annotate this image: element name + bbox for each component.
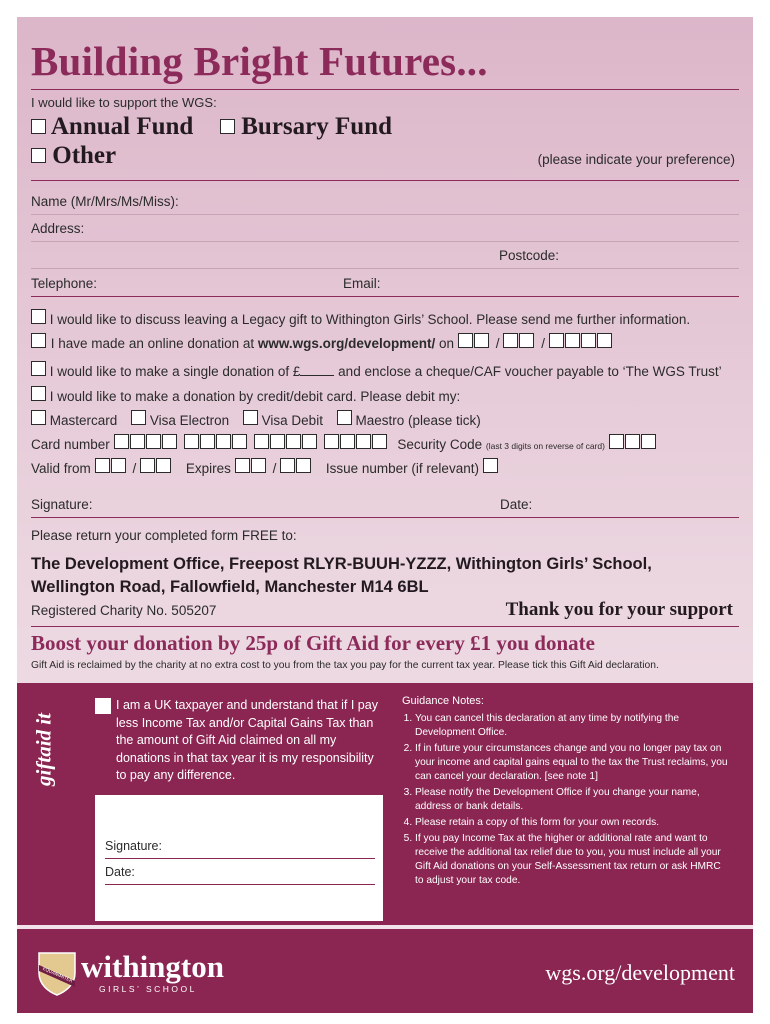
crest-motto: EQUANIMITER (41, 966, 73, 985)
charity-number: Registered Charity No. 505207 (31, 603, 217, 618)
return-label: Please return your completed form FREE to: (31, 528, 297, 543)
legacy-label: I would like to discuss leaving a Legacy gift to Withington Girls’ School. Please send me further information. (49, 312, 691, 327)
card-label: I would like to make a donation by credit/debit card. Please debit my: (49, 389, 461, 404)
card-number-group-2[interactable] (184, 434, 248, 452)
visa-debit-option[interactable] (243, 413, 323, 428)
visa-electron-label: Visa Electron (149, 413, 230, 428)
gift-aid-date-label: Date: (105, 865, 135, 879)
visa-electron-option[interactable] (131, 413, 229, 428)
guidance-note: 5. If you pay Income Tax at the higher or additional rate and want to receive the additional tax relief due to you, you must include all your Gift Aid donations on your Self-Assessment tax return or ask HMRC to adjust your tax code. (415, 832, 732, 888)
online-option[interactable]: I have made an online donation at www.wgs.org/development/ on / / (31, 333, 619, 351)
card-option[interactable] (31, 386, 460, 404)
gift-aid-logo-text: giftaid it (31, 713, 56, 786)
donation-form (17, 17, 753, 1013)
guidance-note: 1. You can cancel this declaration at any time by notifying the Development Office. (415, 712, 732, 740)
email-label: Email: (343, 276, 381, 291)
page-title: Building Bright Futures... (31, 38, 488, 84)
visa-electron-checkbox[interactable] (131, 410, 146, 425)
gift-aid-headline: Boost your donation by 25p of Gift Aid for every £1 you donate (31, 631, 595, 655)
gift-aid-checkbox[interactable] (95, 698, 111, 714)
thank-you-text: Thank you for your support (505, 599, 733, 620)
online-date-month[interactable] (503, 333, 535, 351)
gift-aid-signature-box (95, 795, 383, 921)
signature-rule[interactable] (31, 517, 739, 518)
single-donation-amount[interactable] (300, 375, 334, 376)
visa-debit-label: Visa Debit (261, 413, 323, 428)
card-number-group-3[interactable] (254, 434, 318, 452)
guidance-notes-title: Guidance Notes: (402, 695, 484, 707)
other-fund-label: Other (52, 142, 117, 169)
school-crest-icon (37, 951, 77, 997)
issue-number-box[interactable] (483, 458, 498, 473)
gift-aid-panel (17, 683, 753, 925)
other-fund-checkbox[interactable] (31, 148, 46, 163)
online-checkbox[interactable] (31, 333, 46, 348)
card-number-group-4[interactable] (324, 434, 388, 452)
single-donation-checkbox[interactable] (31, 361, 46, 376)
online-label: I have made an online donation at (50, 336, 258, 351)
card-checkbox[interactable] (31, 386, 46, 401)
date-label: Date: (500, 497, 533, 512)
bursary-fund-label: Bursary Fund (241, 113, 392, 140)
name-label: Name (Mr/Mrs/Ms/Miss): (31, 194, 179, 209)
visa-debit-checkbox[interactable] (243, 410, 258, 425)
preference-note: (please indicate your preference) (537, 152, 735, 167)
guidance-notes (402, 694, 732, 890)
card-types (31, 410, 481, 428)
maestro-label: Maestro (please tick) (355, 413, 481, 428)
mastercard-option[interactable] (31, 413, 117, 428)
gift-aid-declaration: I am a UK taxpayer and understand that if I pay less Income Tax and/or Capital Gains Tax than the amount of Gift Aid claimed on all my donations in that tax year it is my responsibility to pay any difference. (116, 698, 378, 782)
thanks-rule (31, 626, 739, 627)
contact-rule (31, 296, 739, 297)
bursary-fund-option[interactable] (220, 113, 392, 141)
security-code-hint: (last 3 digits on reverse of card) (485, 441, 605, 451)
telephone-label: Telephone: (31, 276, 98, 291)
gift-aid-signature-label: Signature: (105, 839, 162, 853)
annual-fund-label: Annual Fund (50, 113, 194, 140)
gift-aid-logo (27, 697, 61, 807)
maestro-checkbox[interactable] (337, 410, 352, 425)
gift-aid-signature-line[interactable] (105, 858, 375, 859)
school-name: withington (81, 949, 224, 984)
legacy-checkbox[interactable] (31, 309, 46, 324)
mastercard-label: Mastercard (49, 413, 118, 428)
name-line[interactable] (31, 214, 739, 215)
other-fund-option[interactable] (31, 142, 116, 170)
valid-from-label: Valid from (31, 461, 91, 476)
signature-label: Signature: (31, 497, 93, 512)
expires-month[interactable] (235, 458, 267, 476)
single-donation-option[interactable] (31, 361, 722, 379)
legacy-option[interactable] (31, 309, 690, 327)
card-number-row (31, 434, 663, 452)
bursary-fund-checkbox[interactable] (220, 119, 235, 134)
return-address-line-1: The Development Office, Freepost RLYR-BUUH-YZZZ, Withington Girls’ School, (31, 555, 652, 573)
expires-label: Expires (185, 461, 231, 476)
guidance-note: 4. Please retain a copy of this form for your own records. (415, 816, 732, 830)
title-rule (31, 89, 739, 90)
school-subtitle: GIRLS’ SCHOOL (99, 984, 197, 994)
card-number-group-1[interactable] (114, 434, 178, 452)
mastercard-checkbox[interactable] (31, 410, 46, 425)
annual-fund-option[interactable] (31, 113, 193, 141)
expires-year[interactable] (280, 458, 312, 476)
issue-number-label: Issue number (if relevant) (325, 461, 479, 476)
gift-aid-date-line[interactable] (105, 884, 375, 885)
annual-fund-checkbox[interactable] (31, 119, 46, 134)
online-date-year[interactable] (549, 333, 613, 351)
validity-row: Valid from / Expires / Issue number (if relevant) (31, 458, 499, 476)
valid-from-year[interactable] (140, 458, 172, 476)
online-url: www.wgs.org/development/ (257, 336, 436, 351)
return-address-line-2: Wellington Road, Fallowfield, Manchester M14 6BL (31, 578, 429, 596)
maestro-option[interactable] (337, 413, 481, 428)
online-on-label: on (435, 336, 454, 351)
guidance-notes-list (402, 712, 732, 888)
valid-from-month[interactable] (95, 458, 127, 476)
postcode-label: Postcode: (499, 248, 560, 263)
address-line-1[interactable] (31, 241, 739, 242)
support-label: I would like to support the WGS: (31, 95, 217, 110)
security-code-label: Security Code (397, 437, 483, 452)
single-donation-label: I would like to make a single donation of £ (49, 364, 301, 379)
security-code-boxes[interactable] (609, 434, 657, 452)
section-rule (31, 180, 739, 181)
guidance-note: 3. Please notify the Development Office if you change your name, address or bank details. (415, 786, 732, 814)
guidance-note: 2. If in future your circumstances change and you no longer pay tax on your income and capital gains equal to the tax the Trust reclaims, you can cancel your declaration. [see note 1] (415, 742, 732, 784)
address-label: Address: (31, 221, 85, 236)
gift-aid-subline: Gift Aid is reclaimed by the charity at no extra cost to you from the tax you pay for the current tax year. Please tick this Gift Aid declaration. (31, 660, 659, 671)
footer (17, 929, 753, 1013)
development-url[interactable]: wgs.org/development (545, 960, 735, 985)
address-line-2[interactable] (31, 268, 739, 269)
online-date-day[interactable] (458, 333, 490, 351)
single-donation-suffix: and enclose a cheque/CAF voucher payable to ‘The WGS Trust’ (334, 364, 722, 379)
card-number-label: Card number (31, 437, 110, 452)
